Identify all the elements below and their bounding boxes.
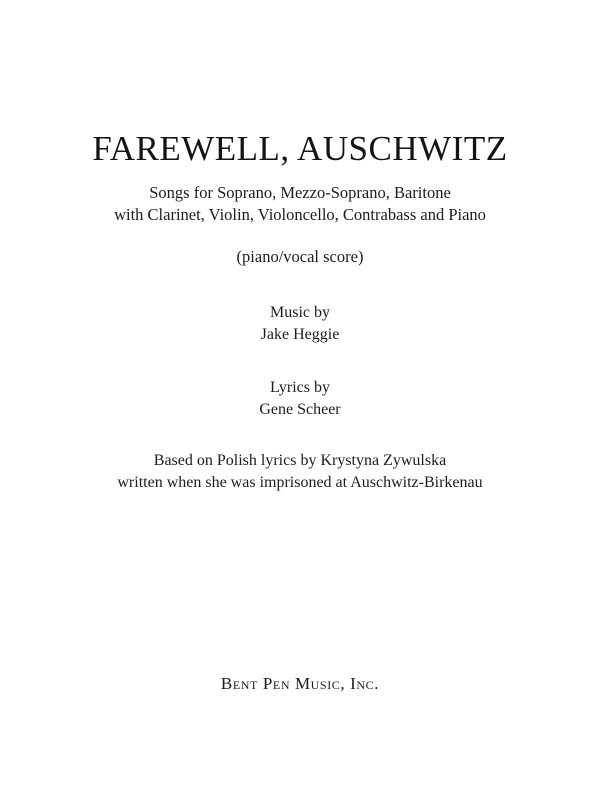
- publisher-name: Bent Pen Music, Inc.: [220, 674, 380, 693]
- page-title: FAREWELL, AUSCHWITZ: [92, 129, 508, 168]
- credit-music-role: Music by: [270, 304, 330, 321]
- title-block: [0, 130, 600, 169]
- score-type: (piano/vocal score): [236, 247, 364, 266]
- credit-lyrics-role: Lyrics by: [270, 379, 330, 396]
- credit-music: [0, 302, 600, 345]
- credit-lyrics-name: Gene Scheer: [259, 400, 341, 418]
- credit-lyrics: [0, 377, 600, 420]
- basis-line-1: Based on Polish lyrics by Krystyna Zywulska: [153, 452, 447, 469]
- basis-line-2: written when she was imprisoned at Auschwitz-Birkenau: [117, 474, 483, 492]
- subtitle-block: [0, 182, 600, 226]
- subtitle-line-2: with Clarinet, Violin, Violoncello, Contrabass and Piano: [114, 204, 486, 224]
- subtitle-line-1: Songs for Soprano, Mezzo-Soprano, Baritone: [149, 183, 451, 202]
- credit-music-name: Jake Heggie: [260, 325, 340, 343]
- basis-block: [0, 450, 600, 494]
